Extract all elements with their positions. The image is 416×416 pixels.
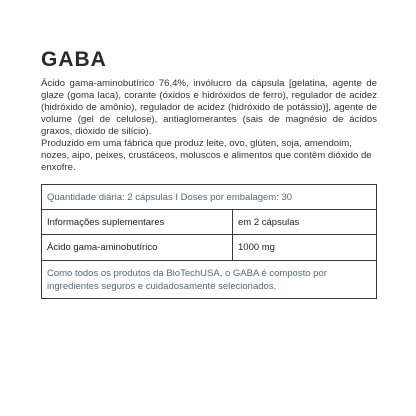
header-amount: em 2 cápsulas: [233, 210, 377, 235]
serving-row: [42, 185, 377, 210]
product-title: GABA: [41, 48, 107, 71]
ingredients-block: [41, 78, 377, 174]
allergen-note: Produzido em uma fábrica que produz leite, ovo, glúten, soja, amendoim, nozes, aipo, peixes, crustáceos, moluscos e alimentos que contêm dióxido de enxofre.: [41, 138, 372, 173]
nutrient-amount: 1000 mg: [233, 235, 377, 261]
table-header-row: [42, 210, 377, 235]
supplement-facts-table: [41, 184, 377, 299]
ingredients-text: Ácido gama-aminobutírico 76,4%, invólucro da cápsula [gelatina, agente de glaze (goma laca), corante (óxidos e hidróxidos de ferro), regulador de acidez (hidróxido de amônio), regulador de acidez (hidróxido de potássio)], agente de volume (gel de celulose), antiaglomerantes (sais de magnésio de ácidos graxos, dióxido de silício).: [41, 78, 377, 137]
table-row: [42, 235, 377, 261]
nutrient-name: Ácido gama-aminobutírico: [42, 235, 233, 261]
footer-note: Como todos os produtos da BioTechUSA, o GABA é composto por ingredientes seguros e cuidadosamente selecionados.: [42, 261, 377, 299]
serving-info: Quantidade diária: 2 cápsulas I Doses por embalagem: 30: [42, 185, 377, 210]
header-label: Informações suplementares: [42, 210, 233, 235]
footer-note-row: [42, 261, 377, 299]
